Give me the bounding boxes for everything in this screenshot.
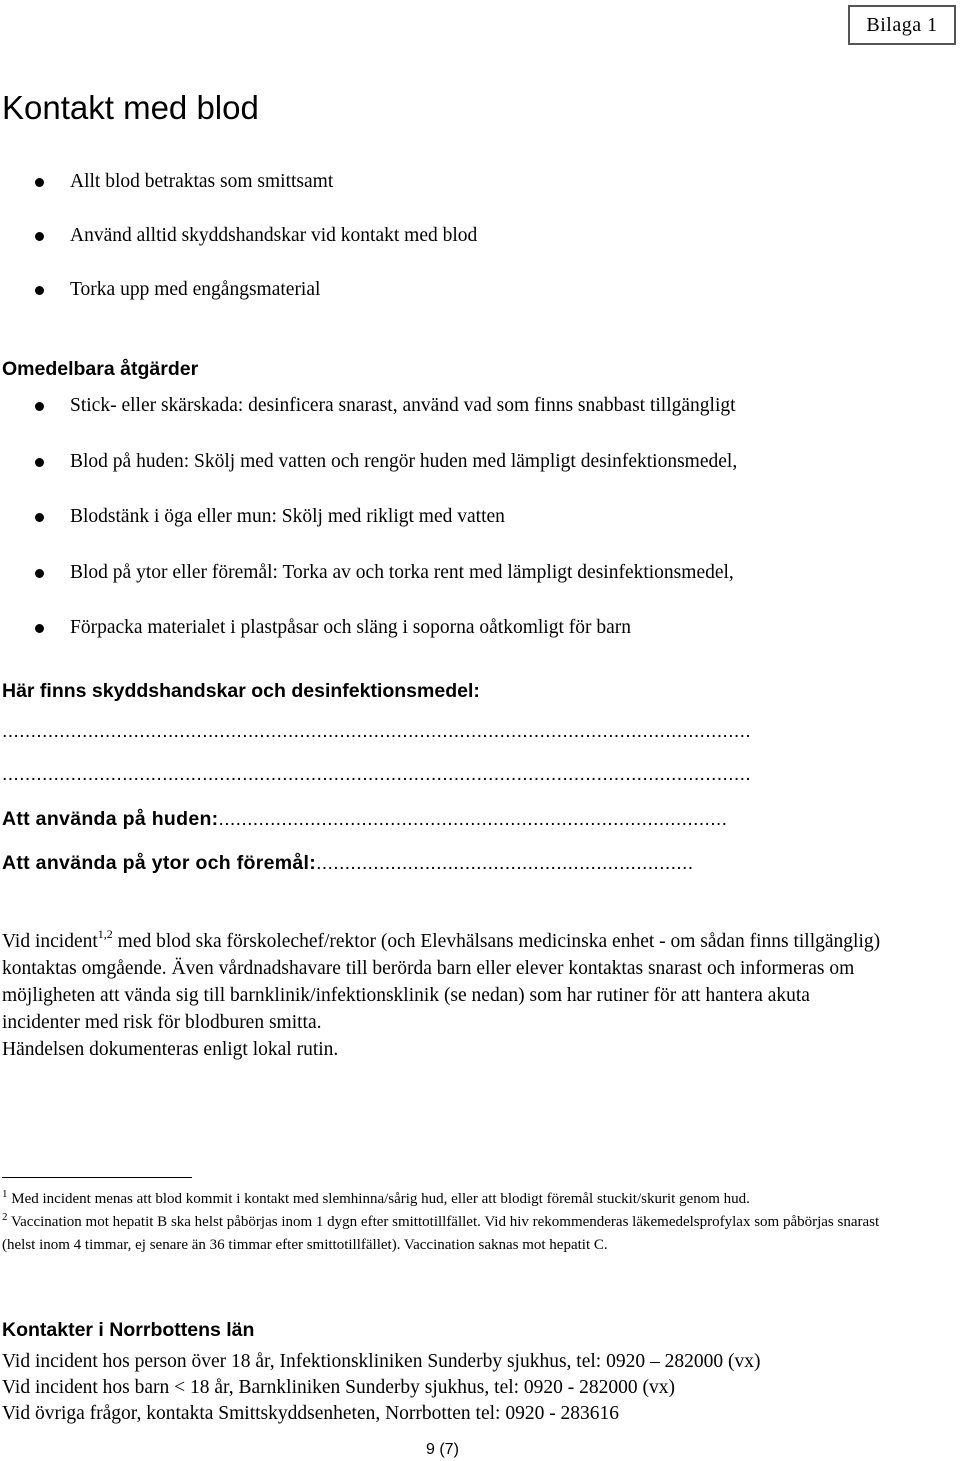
- contact-line: Vid övriga frågor, kontakta Smittskyddsenheten, Norrbotten tel: 0920 - 283616: [2, 1403, 620, 1424]
- contact-line: Vid incident hos person över 18 år, Infektionskliniken Sunderby sjukhus, tel: 0920 – 282000 (vx): [2, 1351, 761, 1372]
- bullet-icon: [35, 286, 44, 295]
- bullet-icon: [35, 402, 44, 411]
- immediate-heading: Omedelbara åtgärder: [2, 358, 199, 380]
- footnote-1: $^1$ Med incident menas att blod kommit i kontakt med slemhinna/sårig hud, eller att blodigt föremål stuckit/skurit genom hud.: [2, 1188, 750, 1207]
- incident-lead: Vid incident: [2, 931, 98, 952]
- surface-use-row: [2, 852, 693, 875]
- gloves-location-label: Här finns skyddshandskar och desinfektionsmedel:: [2, 680, 480, 702]
- bullet-icon: [35, 569, 44, 578]
- footnote-number: 2: [2, 1211, 8, 1223]
- bullet-icon: [35, 513, 44, 522]
- gloves-location-field-2[interactable]: ...................................................................................................................................: [2, 763, 752, 785]
- incident-paragraph: [2, 928, 882, 1063]
- bullet-icon: [35, 458, 44, 467]
- contact-line: Vid incident hos barn < 18 år, Barnkliniken Sunderby sjukhus, tel: 0920 - 282000 (vx): [2, 1377, 676, 1398]
- skin-use-label: Att använda på huden:: [2, 808, 219, 830]
- bullet-icon: [35, 232, 44, 241]
- skin-use-field[interactable]: .........................................................................................: [218, 808, 728, 830]
- page-title: Kontakt med blod: [2, 89, 259, 126]
- surface-use-field[interactable]: ..................................................................: [316, 852, 694, 874]
- footnote-reference: 1,2: [97, 927, 113, 941]
- bullet-icon: [35, 178, 44, 187]
- footnote-2: $^2$ Vaccination mot hepatit B ska helst påbörjas inom 1 dygn efter smittotillfället. Vid hiv rekommenderas läkemedelsprofylax som påbörjas snarast (helst inom 4 timmar, ej senare än 36 timmar efter smittotillfället). Vaccination saknas mot hepatit C.: [2, 1211, 880, 1253]
- documentation-note: Händelsen dokumenteras enligt lokal rutin.: [2, 1039, 339, 1060]
- bullet-icon: [35, 624, 44, 633]
- footnote-divider: [2, 1177, 192, 1178]
- contacts-list: [2, 1349, 760, 1427]
- page-number: 9 (7): [426, 1441, 459, 1458]
- gloves-location-field-1[interactable]: ...................................................................................................................................: [2, 720, 752, 742]
- incident-text: med blod ska förskolechef/rektor (och Elevhälsans medicinska enhet - om sådan finns tillgänglig) kontaktas omgående. Även vårdnadshavare till berörda barn eller elever kontaktas snarast och informeras om möjligheten att vända sig till barnklinik/infektionsklinik (se nedan) som har rutiner för att hantera akuta incidenter med risk för blodburen smitta.: [2, 931, 881, 1033]
- skin-use-row: [2, 808, 727, 831]
- footnote-number: 1: [2, 1188, 8, 1200]
- contacts-heading: Kontakter i Norrbottens län: [2, 1319, 255, 1341]
- footnotes: [2, 1188, 902, 1257]
- surface-use-label: Att använda på ytor och föremål:: [2, 852, 317, 874]
- attachment-badge: Bilaga 1: [848, 5, 956, 45]
